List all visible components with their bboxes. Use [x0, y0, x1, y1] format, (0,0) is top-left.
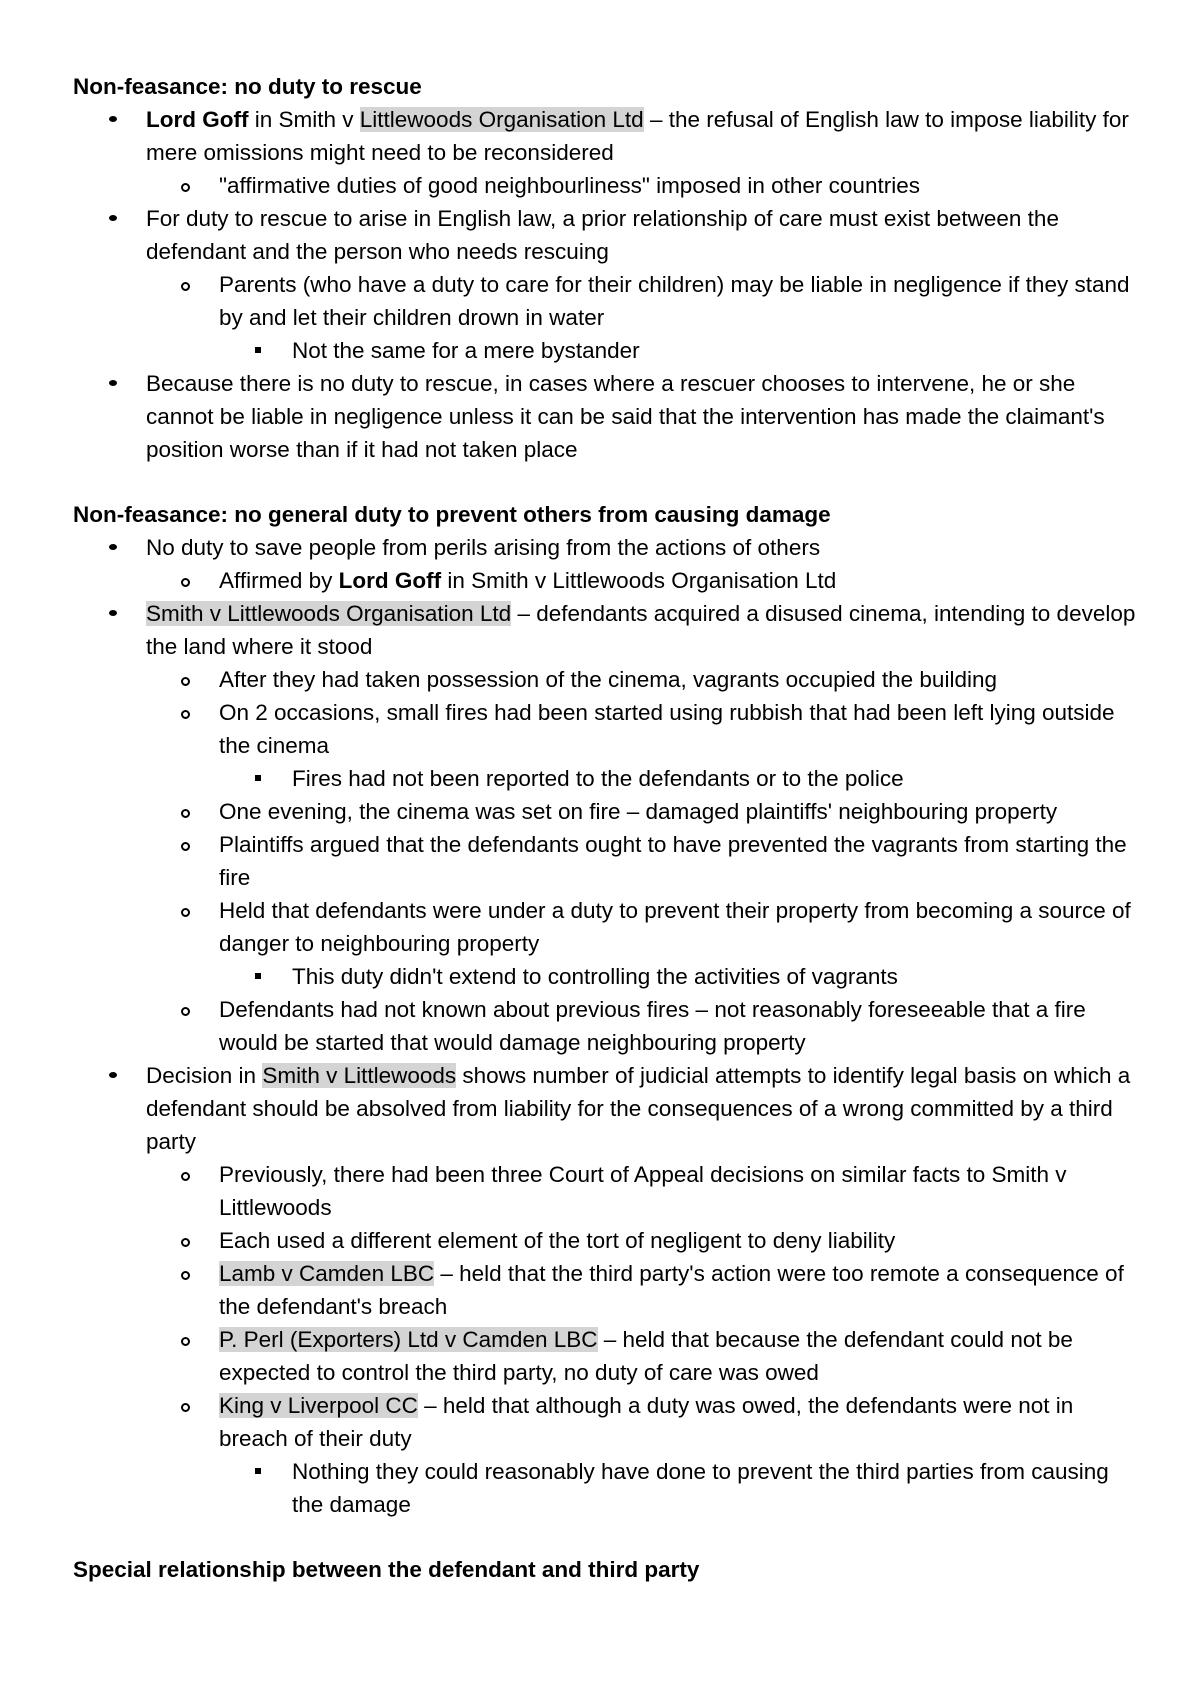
- text: – held that because the defendant could not be expected to control the third party, no duty of care was owed: [219, 1327, 1073, 1385]
- sub-list-item: [146, 1323, 1143, 1389]
- section-heading: Non-feasance: no duty to rescue: [73, 74, 422, 99]
- bullet-list: [73, 531, 1143, 1521]
- sub-list-item: After they had taken possession of the cinema, vagrants occupied the building: [146, 663, 1143, 696]
- list-item: Because there is no duty to rescue, in cases where a rescuer chooses to intervene, he or she cannot be liable in negligence unless it can be said that the intervention has made the claimant's position worse than if it had not taken place: [73, 367, 1143, 466]
- case-highlight: Lamb v Camden LBC: [219, 1261, 435, 1286]
- sub-list-item: Each used a different element of the tort of negligent to deny liability: [146, 1224, 1143, 1257]
- sub-list-item: [146, 268, 1143, 367]
- case-highlight: King v Liverpool CC: [219, 1393, 418, 1418]
- text: – the refusal of English law to impose liability for mere omissions might need to be reconsidered: [146, 107, 1129, 165]
- text: shows number of judicial attempts to identify legal basis on which a defendant should be absolved from liability for the consequences of a wrong committed by a third party: [146, 1063, 1131, 1154]
- sub-list-item: [146, 1389, 1143, 1521]
- section-no-duty-to-prevent: [73, 498, 1143, 1521]
- sub-list: [146, 169, 1143, 202]
- list-item: [73, 597, 1143, 1059]
- sub-list-item: "affirmative duties of good neighbourliness" imposed in other countries: [146, 169, 1143, 202]
- bullet-list: [73, 103, 1143, 466]
- sub-list-item: Previously, there had been three Court of Appeal decisions on similar facts to Smith v Littlewoods: [146, 1158, 1143, 1224]
- text: – held that although a duty was owed, the defendants were not in breach of their duty: [219, 1393, 1074, 1451]
- text: Parents (who have a duty to care for their children) may be liable in negligence if they stand by and let their children drown in water: [219, 272, 1130, 330]
- list-item: [73, 531, 1143, 597]
- sub-sub-list-item: This duty didn't extend to controlling the activities of vagrants: [219, 960, 1143, 993]
- sub-list-item: One evening, the cinema was set on fire – damaged plaintiffs' neighbouring property: [146, 795, 1143, 828]
- case-highlight: Smith v Littlewoods Organisation Ltd: [146, 601, 512, 626]
- sub-list: [146, 268, 1143, 367]
- sub-list-item: Defendants had not known about previous fires – not reasonably foreseeable that a fire would be started that would damage neighbouring property: [146, 993, 1143, 1059]
- list-item: [73, 202, 1143, 367]
- sub-list-item: [146, 564, 1143, 597]
- text: in Smith v: [248, 107, 360, 132]
- sub-sub-list-item: Not the same for a mere bystander: [219, 334, 1143, 367]
- text: Decision in: [146, 1063, 263, 1088]
- sub-list: [146, 564, 1143, 597]
- sub-list: [146, 663, 1143, 1059]
- sub-list-item: [146, 696, 1143, 795]
- section-heading: Special relationship between the defendant and third party: [73, 1557, 700, 1582]
- text: On 2 occasions, small fires had been started using rubbish that had been left lying outside the cinema: [219, 700, 1115, 758]
- sub-sub-list: [219, 334, 1143, 367]
- case-highlight: Smith v Littlewoods: [262, 1063, 457, 1088]
- sub-sub-list: [219, 762, 1143, 795]
- section-no-duty-to-rescue: [73, 70, 1143, 466]
- section-special-relationship: [73, 1553, 1143, 1586]
- list-item: [73, 103, 1143, 202]
- sub-sub-list-item: Nothing they could reasonably have done to prevent the third parties from causing the damage: [219, 1455, 1143, 1521]
- document-page: [73, 70, 1143, 1618]
- sub-list-item: Plaintiffs argued that the defendants ought to have prevented the vagrants from starting the fire: [146, 828, 1143, 894]
- sub-list: [146, 1158, 1143, 1521]
- sub-list-item: [146, 894, 1143, 993]
- text: – held that the third party's action were too remote a consequence of the defendant's breach: [219, 1261, 1124, 1319]
- sub-sub-list-item: Fires had not been reported to the defendants or to the police: [219, 762, 1143, 795]
- text: in Smith v Littlewoods Organisation Ltd: [441, 568, 837, 593]
- bold-name: Lord Goff: [146, 107, 249, 132]
- sub-sub-list: [219, 1455, 1143, 1521]
- bold-name: Lord Goff: [338, 568, 442, 593]
- sub-sub-list: [219, 960, 1143, 993]
- text: – defendants acquired a disused cinema, intending to develop the land where it stood: [146, 601, 1136, 659]
- case-highlight: Littlewoods Organisation Ltd: [359, 107, 644, 132]
- case-highlight: P. Perl (Exporters) Ltd v Camden LBC: [219, 1327, 598, 1352]
- text: For duty to rescue to arise in English law, a prior relationship of care must exist between the defendant and the person who needs rescuing: [146, 206, 1059, 264]
- text: Affirmed by: [219, 568, 339, 593]
- section-heading: Non-feasance: no general duty to prevent others from causing damage: [73, 502, 831, 527]
- list-item: [73, 1059, 1143, 1521]
- sub-list-item: [146, 1257, 1143, 1323]
- text: Held that defendants were under a duty to prevent their property from becoming a source of danger to neighbouring property: [219, 898, 1131, 956]
- text: No duty to save people from perils arising from the actions of others: [146, 535, 821, 560]
